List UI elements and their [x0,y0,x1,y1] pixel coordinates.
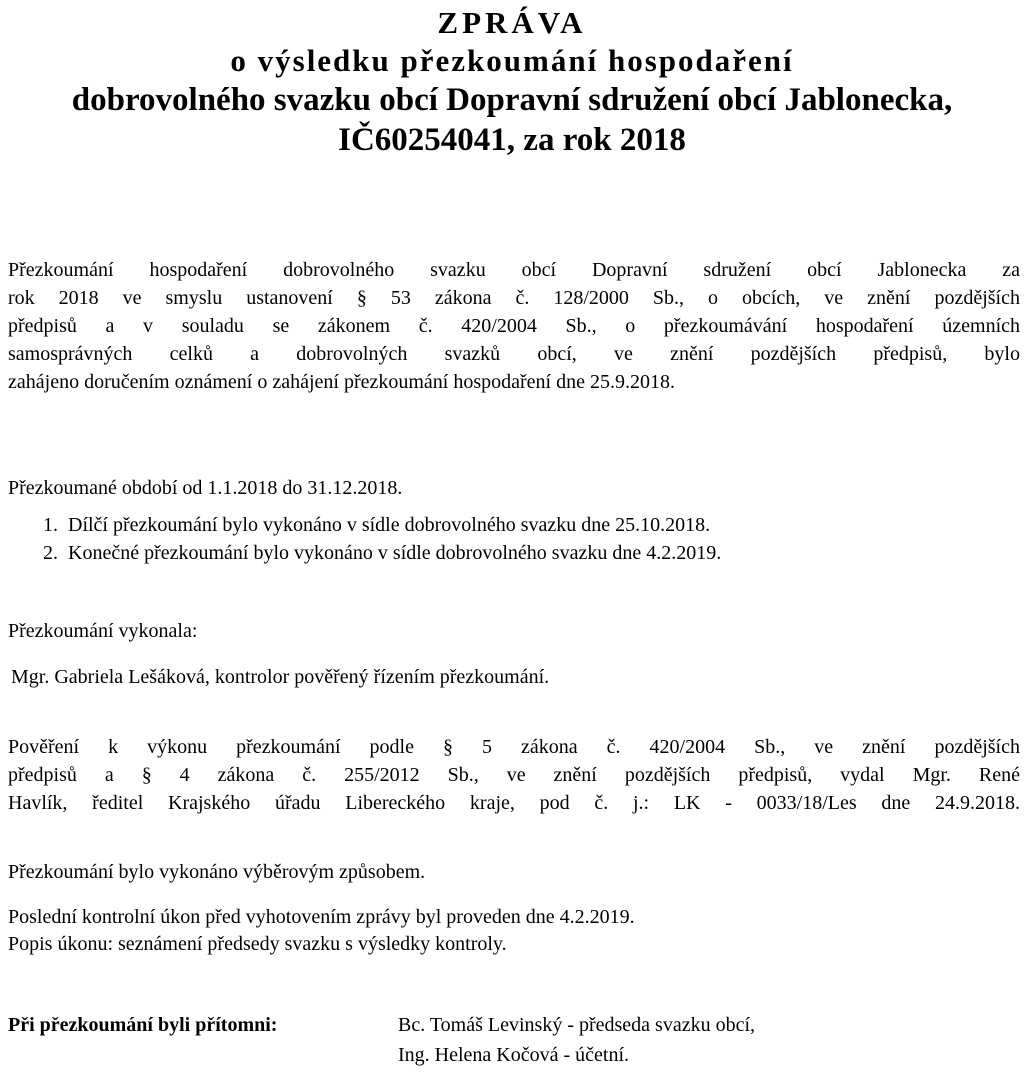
authorization-line: Havlík, ředitel Krajského úřadu Libereckého kraje, pod č. j.: LK - 0033/18/Les dne 24.9.2018. [8,792,1020,814]
list-item-number: 1. [43,514,58,536]
performer: Mgr. Gabriela Lešáková, kontrolor pověřený řízením přezkoumání. [11,666,550,688]
attendance-list [398,1010,755,1070]
review-period: Přezkoumané období od 1.1.2018 do 31.12.2018. [8,477,403,499]
intro-line: Přezkoumání hospodaření dobrovolného svazku obcí Dopravní sdružení obcí Jablonecka za [8,259,1020,281]
list-item-text: Dílčí přezkoumání bylo vykonáno v sídle dobrovolného svazku dne 25.10.2018. [68,514,711,536]
report-entity-id-year: IČ60254041, za rok 2018 [338,122,686,158]
act-description: Popis úkonu: seznámení předsedy svazku s výsledky kontroly. [8,933,507,955]
intro-line: předpisů a v souladu se zákonem č. 420/2004 Sb., o přezkoumávání hospodaření územních [8,315,1020,337]
intro-line: rok 2018 ve smyslu ustanovení § 53 zákona č. 128/2000 Sb., o obcích, ve znění pozdějších [8,287,1020,309]
list-item-number: 2. [43,542,58,564]
review-list [8,511,1008,567]
list-item-text: Konečné přezkoumání bylo vykonáno v sídle dobrovolného svazku dne 4.2.2019. [68,542,722,564]
intro-line: zahájeno doručením oznámení o zahájení přezkoumání hospodaření dne 25.9.2018. [8,371,675,393]
authorization-line: předpisů a § 4 zákona č. 255/2012 Sb., ve znění pozdějších předpisů, vydal Mgr. René [8,764,1020,786]
authorization-line: Pověření k výkonu přezkoumání podle § 5 zákona č. 420/2004 Sb., ve znění pozdějších [8,736,1020,758]
list-item [8,511,1008,539]
attendance-label: Při přezkoumání byli přítomni: [8,1014,278,1036]
attendee: Ing. Helena Kočová - účetní. [398,1044,630,1066]
authorization-paragraph [8,733,1020,817]
intro-line: samosprávných celků a dobrovolných svazků obcí, ve znění pozdějších předpisů, bylo [8,343,1020,365]
list-item [8,539,1008,567]
review-method: Přezkoumání bylo vykonáno výběrovým způsobem. [8,861,426,883]
intro-paragraph [8,256,1020,396]
report-heading: ZPRÁVA [437,5,587,40]
report-subtitle: o výsledku přezkoumání hospodaření [230,43,794,78]
attendee: Bc. Tomáš Levinský - předseda svazku obcí, [398,1014,756,1036]
last-control-act: Poslední kontrolní úkon před vyhotovením zprávy byl proveden dne 4.2.2019. [8,906,635,928]
report-title-block [0,4,1024,160]
performed-by-label: Přezkoumání vykonala: [8,620,198,642]
report-entity-name: dobrovolného svazku obcí Dopravní sdružení obcí Jablonecka, [71,82,953,118]
